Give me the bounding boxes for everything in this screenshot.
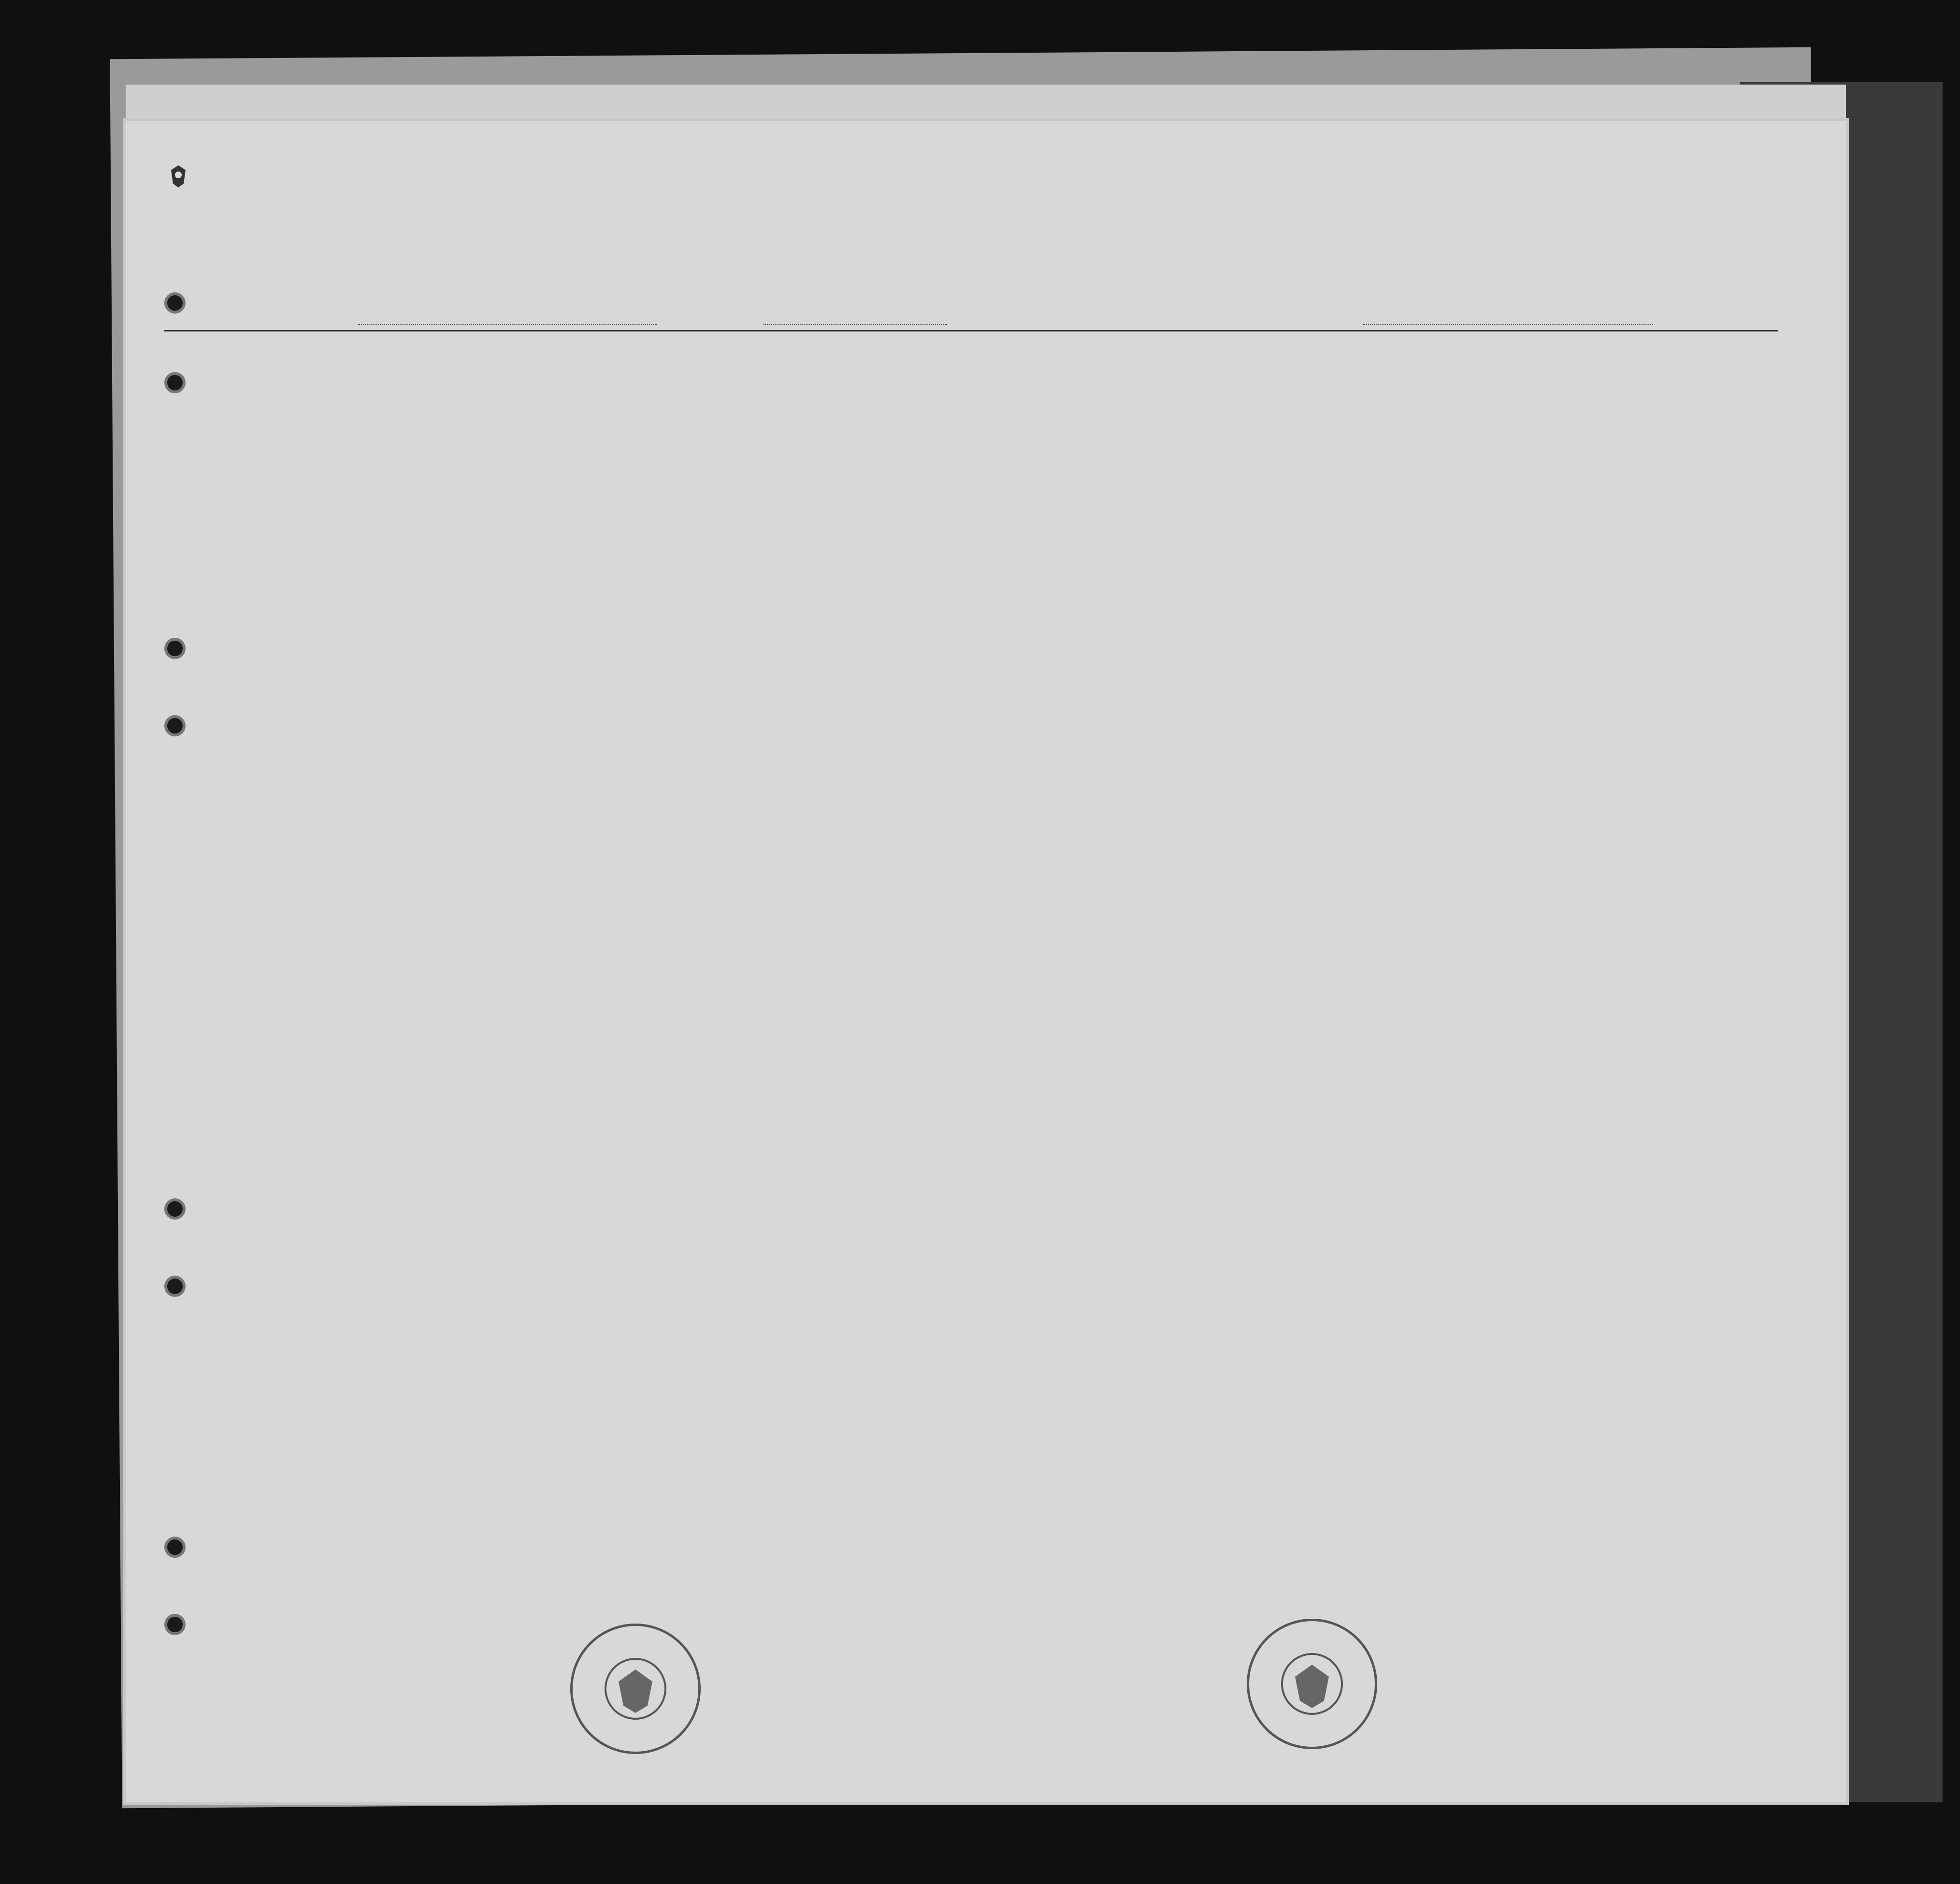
punch-hole [164,1614,186,1635]
affidavit-strip [126,85,1846,123]
vessel-dotted-line [358,324,657,325]
punch-hole [164,1537,186,1558]
header-rule [164,330,1778,331]
punch-hole [164,1276,186,1297]
punch-hole [164,638,186,659]
eagle-seal-icon [169,164,187,188]
punch-hole [164,1198,186,1220]
arriving-dotted-line [764,324,947,325]
port-dotted-line [1363,324,1653,325]
manifest-page [126,121,1846,1802]
punch-hole [164,715,186,736]
punch-hole [164,372,186,393]
consulate-seal-mark [1249,1621,1375,1747]
consulate-seal [570,1624,701,1754]
consulate-seal [1247,1619,1377,1749]
vessel-line [164,285,1662,324]
punch-hole [164,292,186,314]
consulate-seal-mark [573,1626,698,1752]
